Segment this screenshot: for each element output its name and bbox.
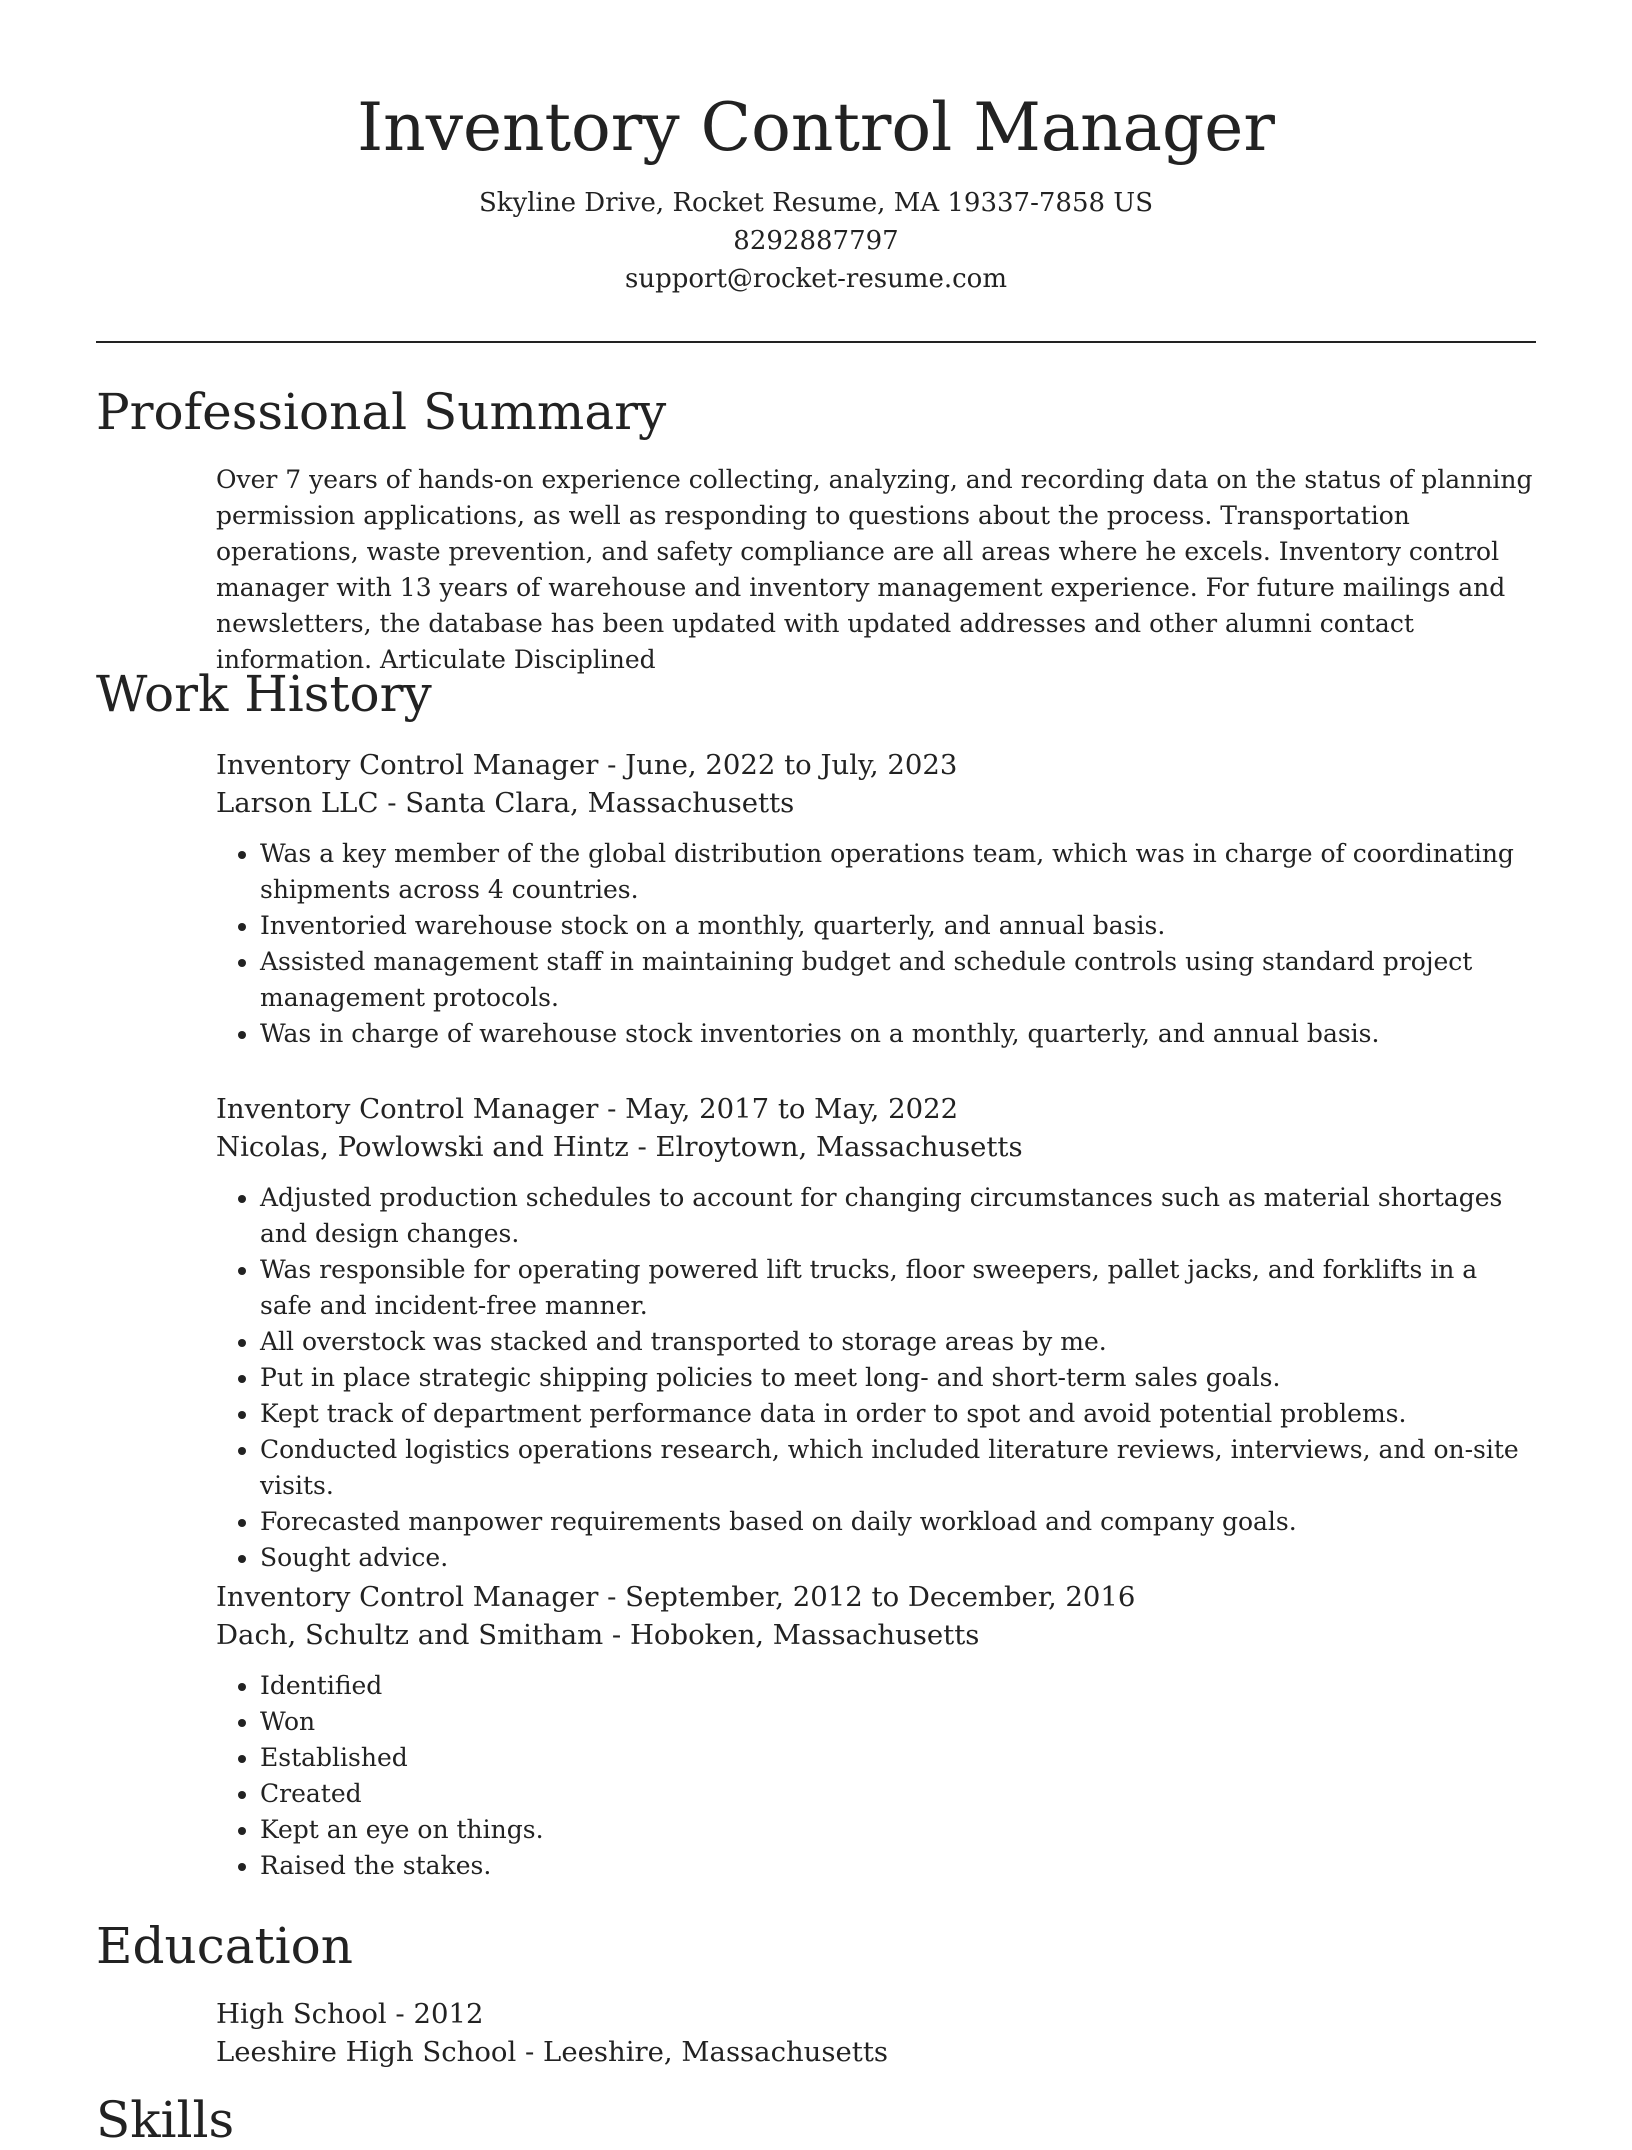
section-title-education: Education (96, 1917, 353, 1975)
bullet-item: • Assisted management staff in maintaining budget and schedule controls using standard project management protocols. (260, 944, 1536, 1016)
resume-header (96, 86, 1536, 298)
bullet-item: • Created (260, 1776, 1536, 1812)
job-bullets (216, 836, 1536, 1052)
candidate-name: Inventory Control Manager (357, 89, 1275, 166)
section-title-skills: Skills (96, 2091, 235, 2149)
section-title-summary: Professional Summary (96, 383, 667, 441)
bullet-item: • Established (260, 1740, 1536, 1776)
job-title-line: Inventory Control Manager - June, 2022 to July, 2023 (216, 749, 958, 781)
bullet-item: • Identified (260, 1668, 1536, 1704)
job-bullets (216, 1180, 1536, 1576)
address: Skyline Drive, Rocket Resume, MA 19337-7858 US (478, 188, 1154, 218)
job-company-line: Nicolas, Powlowski and Hintz - Elroytown, Massachusetts (216, 1131, 1023, 1163)
education-degree-line: High School - 2012 (216, 1998, 484, 2030)
bullet-item: • Inventoried warehouse stock on a monthly, quarterly, and annual basis. (260, 908, 1536, 944)
job-title-line: Inventory Control Manager - May, 2017 to May, 2022 (216, 1093, 959, 1125)
bullet-item: • Conducted logistics operations research, which included literature reviews, interviews, and on-site visits. (260, 1432, 1536, 1504)
bullet-item: • Was in charge of warehouse stock inventories on a monthly, quarterly, and annual basis. (260, 1016, 1536, 1052)
education-school-line: Leeshire High School - Leeshire, Massachusetts (216, 2036, 888, 2068)
bullet-item: • Forecasted manpower requirements based on daily workload and company goals. (260, 1504, 1536, 1540)
bullet-item: • All overstock was stacked and transported to storage areas by me. (260, 1324, 1536, 1360)
phone: 8292887797 (733, 226, 899, 256)
bullet-item: • Kept track of department performance data in order to spot and avoid potential problems. (260, 1396, 1536, 1432)
bullet-item: • Kept an eye on things. (260, 1812, 1536, 1848)
education-entry (216, 1995, 1536, 2071)
email: support@rocket-resume.com (624, 264, 1007, 294)
bullet-item: • Was a key member of the global distribution operations team, which was in charge of coordinating shipments across 4 countries. (260, 836, 1536, 908)
job-company-line: Larson LLC - Santa Clara, Massachusetts (216, 787, 795, 819)
section-title-work-history: Work History (96, 665, 432, 723)
contact-block (96, 184, 1536, 298)
bullet-item: • Was responsible for operating powered lift trucks, floor sweepers, pallet jacks, and forklifts in a safe and incident-free manner. (260, 1252, 1536, 1324)
bullet-item: • Raised the stakes. (260, 1848, 1536, 1884)
summary-text: Over 7 years of hands-on experience collecting, analyzing, and recording data on the status of planning permission applications, as well as responding to questions about the process. Transportation operations, waste prevention, and safety compliance are all areas where he excels. Inventory control manager with 13 years of warehouse and inventory management experience. For future mailings and newsletters, the database has been updated with updated addresses and other alumni contact information. Articulate Disciplined (216, 465, 1533, 674)
header-divider (96, 341, 1536, 343)
job-entry (216, 746, 1536, 1052)
bullet-item: • Adjusted production schedules to account for changing circumstances such as material shortages and design changes. (260, 1180, 1536, 1252)
job-title-line: Inventory Control Manager - September, 2012 to December, 2016 (216, 1581, 1136, 1613)
bullet-item: • Won (260, 1704, 1536, 1740)
bullet-item: • Put in place strategic shipping policies to meet long- and short-term sales goals. (260, 1360, 1536, 1396)
job-bullets (216, 1668, 1536, 1884)
job-entry (216, 1578, 1536, 1884)
job-company-line: Dach, Schultz and Smitham - Hoboken, Massachusetts (216, 1619, 980, 1651)
job-entry (216, 1090, 1536, 1576)
bullet-item: • Sought advice. (260, 1540, 1536, 1576)
